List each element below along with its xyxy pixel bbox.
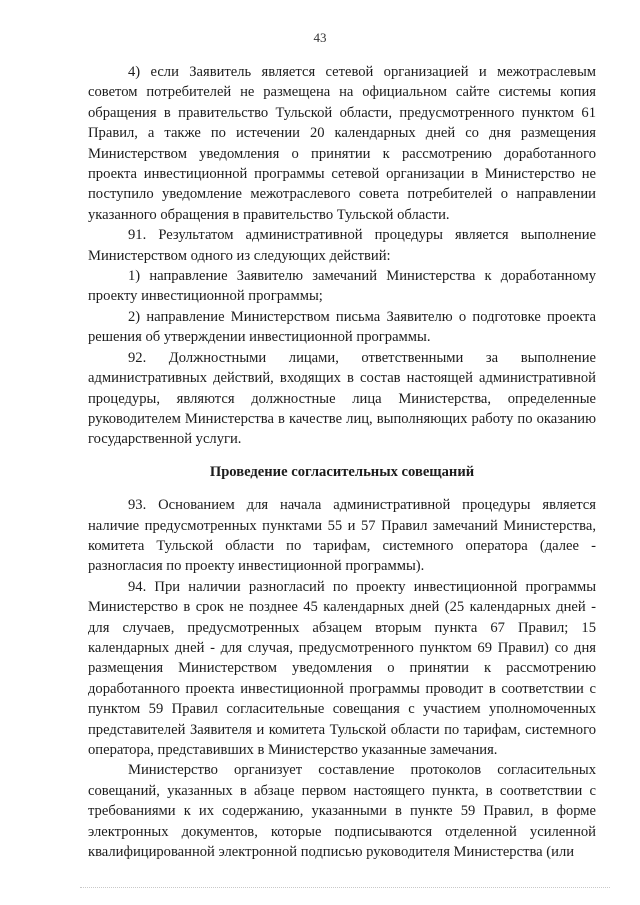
- paragraph-91-item-2: 2) направление Министерством письма Заявителю о подготовке проекта решения об утверждении инвестиционной программы.: [88, 308, 596, 346]
- paragraph-item-4: 4) если Заявитель является сетевой организацией и межотраслевым советом потребителей не размещена на официальном сайте системы копия обращения в правительство Тульской области, предусмотренного пунктом 61 Правил, а также по истечении 20 календарных дней со дня размещения Министерством уведомления о принятии к рассмотрению доработанного проекта инвестиционной программы сетевой организации в Министерство не поступило уведомление межотраслевого совета потребителей о направлении указанного обращения в правительство Тульской области.: [88, 64, 596, 223]
- paragraph-92: 92. Должностными лицами, ответственными за выполнение административных действий, входящих в состав настоящей административной процедуры, являются должностные лица Министерства, определенные руководителем Министерства в качестве лиц, выполняющих работу по оказанию государственной услуги.: [88, 349, 596, 448]
- paragraph-94: 94. При наличии разногласий по проекту инвестиционной программы Министерство в срок не позднее 45 календарных дней (25 календарных дней - для случаев, предусмотренных абзацем вторым пункта 67 Правил; 15 календарных дней - для случая, предусмотренного пунктом 69 Правил) со дня размещения Министерством уведомления о принятии к рассмотрению доработанного проекта инвестиционной программы проводит в соответствии с пунктом 59 Правил согласительные совещания с участием уполномоченных представителей Заявителя и комитета Тульской области по тарифам, системного оператора, представивших в Министерство указанные замечания.: [88, 578, 596, 758]
- paragraph-91: 91. Результатом административной процедуры является выполнение Министерством одного из следующих действий:: [88, 227, 596, 264]
- paragraph-91-item-1: 1) направление Заявителю замечаний Министерства к доработанному проекту инвестиционной программы;: [88, 268, 596, 305]
- paragraph-93: 93. Основанием для начала административной процедуры является наличие предусмотренных пунктами 55 и 57 Правил замечаний Министерства, комитета Тульской области по тарифам, системного оператора (далее - разногласия по проекту инвестиционной программы).: [88, 497, 596, 575]
- section-heading: Проведение согласительных совещаний: [209, 463, 475, 480]
- scan-artifact-line: [80, 887, 610, 889]
- paragraph-94-continued: Министерство организует составление протоколов согласительных совещаний, указанных в абзаце первом настоящего пункта, в соответствии с требованиями к их содержанию, указанными в пункте 59 Правил, в форме электронных документов, которые подписываются отделенной усиленной квалифицированной электронной подписью руководителя Министерства (или: [88, 762, 596, 861]
- page-number: 43: [313, 30, 327, 45]
- document-body: [88, 62, 596, 862]
